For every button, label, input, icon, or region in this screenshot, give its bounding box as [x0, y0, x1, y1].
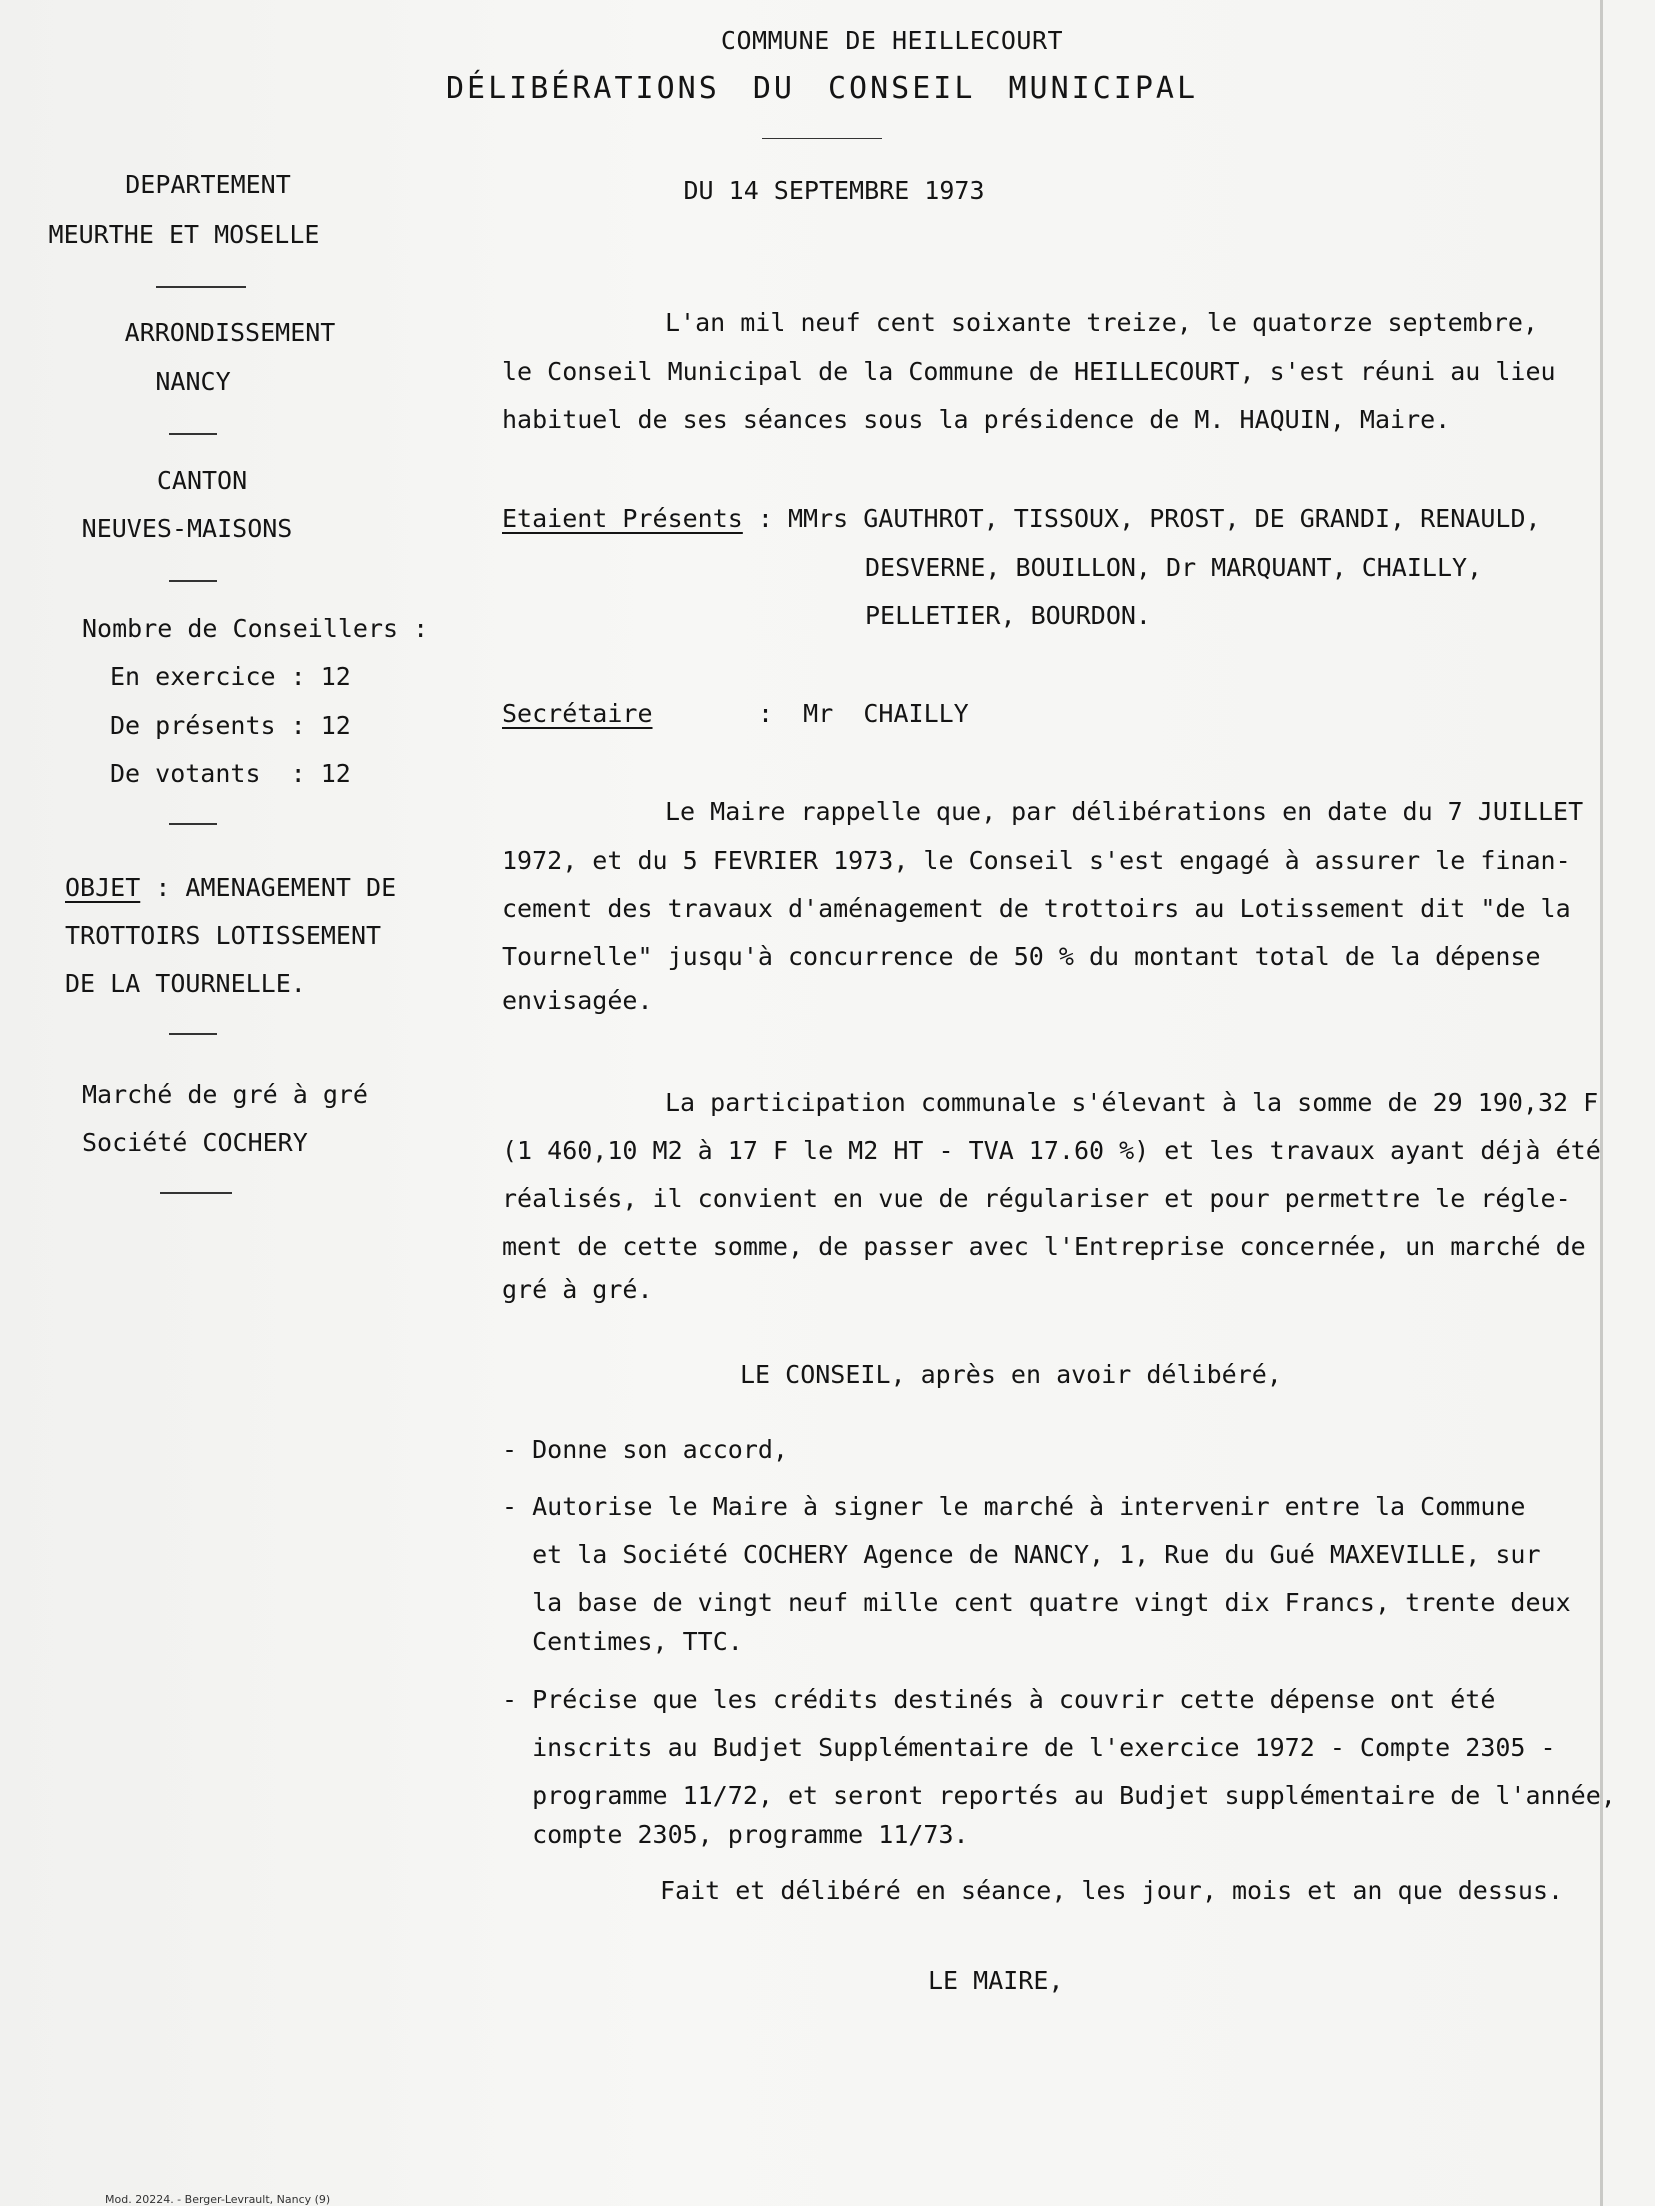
paragraph-1-line: Le Maire rappelle que, par délibérations en date du 7 JUILLET [665, 797, 1584, 826]
arrondissement-value: NANCY [155, 367, 231, 396]
paragraph-1-line: Tournelle" jusqu'à concurrence de 50 % du montant total de la dépense [502, 942, 1541, 971]
intro-line: habituel de ses séances sous la présidence de M. HAQUIN, Maire. [502, 405, 1451, 434]
decision-item: inscrits au Budjet Supplémentaire de l'exercice 1972 - Compte 2305 - [502, 1733, 1556, 1762]
sidebar-divider [169, 823, 217, 825]
arrondissement-label: ARRONDISSEMENT [124, 318, 336, 347]
form-reference: Mod. 20224. - Berger-Levrault, Nancy (9) [105, 2193, 331, 2206]
objet-line-1 [65, 873, 396, 903]
sidebar-divider [169, 580, 217, 582]
presents-names: : MMrs GAUTHROT, TISSOUX, PROST, DE GRANDI, RENAULD, [742, 504, 1541, 533]
decision-item: compte 2305, programme 11/73. [502, 1820, 969, 1849]
presents-line-3: PELLETIER, BOURDON. [865, 601, 1151, 630]
decision-item: programme 11/72, et seront reportés au Budjet supplémentaire de l'année, [502, 1781, 1616, 1810]
decision-item: - Donne son accord, [502, 1435, 788, 1464]
conseillers-label: Nombre de Conseillers : [82, 614, 429, 643]
paragraph-1-line: 1972, et du 5 FEVRIER 1973, le Conseil s'est engagé à assurer le finan- [502, 846, 1571, 875]
sidebar-divider [156, 286, 246, 288]
page-edge [1600, 0, 1603, 2206]
conseil-statement: LE CONSEIL, après en avoir délibéré, [740, 1360, 1282, 1389]
canton-label: CANTON [156, 466, 248, 495]
objet-label: OBJET [65, 873, 141, 902]
secretaire-label: Secrétaire [502, 699, 653, 728]
sidebar-divider [169, 1033, 217, 1035]
marche-line-1: Marché de gré à gré [82, 1080, 368, 1109]
presents-line-1 [502, 504, 1541, 534]
paragraph-2-line: La participation communale s'élevant à la somme de 29 190,32 F [665, 1088, 1599, 1117]
decision-item: Centimes, TTC. [502, 1627, 743, 1656]
objet-text: : AMENAGEMENT DE [140, 873, 397, 902]
document-title: DÉLIBÉRATIONS DU CONSEIL MUNICIPAL [445, 71, 1199, 106]
decision-item: - Précise que les crédits destinés à couvrir cette dépense ont été [502, 1685, 1496, 1714]
signature-label: LE MAIRE, [928, 1966, 1064, 1995]
presents-line-2: DESVERNE, BOUILLON, Dr MARQUANT, CHAILLY, [865, 553, 1483, 582]
canton-value: NEUVES-MAISONS [81, 514, 293, 543]
decision-item: - Autorise le Maire à signer le marché à intervenir entre la Commune [502, 1492, 1526, 1521]
conseillers-en-exercice: En exercice : 12 [110, 662, 351, 691]
decision-item: et la Société COCHERY Agence de NANCY, 1, Rue du Gué MAXEVILLE, sur [502, 1540, 1541, 1569]
paragraph-1-line: envisagée. [502, 986, 653, 1015]
paragraph-2-line: gré à gré. [502, 1275, 653, 1304]
presents-label: Etaient Présents [502, 504, 743, 533]
sidebar-divider [160, 1192, 232, 1194]
intro-line: L'an mil neuf cent soixante treize, le quatorze septembre, [665, 308, 1538, 337]
marche-line-2: Société COCHERY [82, 1128, 308, 1157]
intro-line: le Conseil Municipal de la Commune de HEILLECOURT, s'est réuni au lieu [502, 357, 1556, 386]
departement-value: MEURTHE ET MOSELLE [48, 220, 320, 249]
sidebar-divider [169, 433, 217, 435]
secretaire-value: : Mr CHAILLY [758, 699, 969, 728]
objet-line-3: DE LA TOURNELLE. [65, 969, 306, 998]
session-date: DU 14 SEPTEMBRE 1973 [683, 176, 985, 205]
closing-statement: Fait et délibéré en séance, les jour, mois et an que dessus. [660, 1876, 1564, 1905]
title-divider [762, 138, 882, 139]
conseillers-presents: De présents : 12 [110, 711, 351, 740]
paragraph-2-line: ment de cette somme, de passer avec l'Entreprise concernée, un marché de [502, 1232, 1586, 1261]
departement-label: DEPARTEMENT [125, 170, 291, 199]
conseillers-votants: De votants : 12 [110, 759, 351, 788]
objet-line-2: TROTTOIRS LOTISSEMENT [65, 921, 382, 950]
decision-item: la base de vingt neuf mille cent quatre vingt dix Francs, trente deux [502, 1588, 1571, 1617]
paragraph-2-line: (1 460,10 M2 à 17 F le M2 HT - TVA 17.60 %) et les travaux ayant déjà été [502, 1136, 1601, 1165]
commune-heading: COMMUNE DE HEILLECOURT [720, 26, 1064, 55]
paragraph-1-line: cement des travaux d'aménagement de trottoirs au Lotissement dit "de la [502, 894, 1571, 923]
paragraph-2-line: réalisés, il convient en vue de régulariser et pour permettre le régle- [502, 1184, 1571, 1213]
